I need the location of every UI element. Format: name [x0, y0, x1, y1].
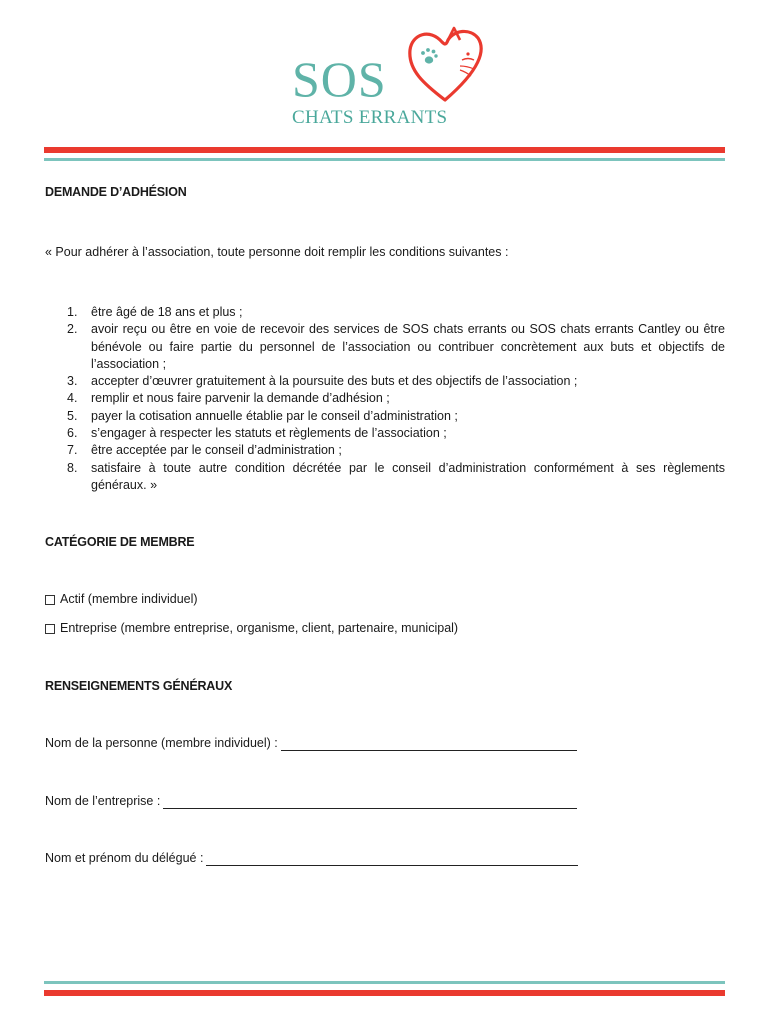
intro-text: « Pour adhérer à l’association, toute personne doit remplir les conditions suivantes :: [45, 245, 509, 259]
category-heading: CATÉGORIE DE MEMBRE: [45, 535, 195, 549]
category-option-entreprise[interactable]: [45, 621, 458, 636]
list-item: 5. payer la cotisation annuelle établie par le conseil d’administration ;: [67, 408, 458, 423]
list-item: 4. remplir et nous faire parvenir la demande d’adhésion ;: [67, 391, 390, 406]
list-item: 7. être acceptée par le conseil d’administration ;: [67, 443, 342, 458]
bottom-divider-red: [44, 990, 725, 996]
list-item: 3. accepter d’œuvrer gratuitement à la poursuite des buts et des objectifs de l’association ;: [67, 374, 578, 389]
list-item: 1. être âgé de 18 ans et plus ;: [67, 305, 243, 319]
person-name-input[interactable]: [281, 738, 577, 751]
checkbox-label: Entreprise (membre entreprise, organisme, client, partenaire, municipal): [60, 621, 459, 635]
checkbox-label: Actif (membre individuel): [60, 592, 198, 606]
company-name-input[interactable]: [163, 796, 577, 809]
field-company-name: [45, 794, 577, 809]
field-label: Nom et prénom du délégué :: [45, 851, 204, 865]
category-option-actif[interactable]: [45, 592, 198, 607]
field-label: Nom de la personne (membre individuel) :: [45, 736, 278, 750]
field-label: Nom de l’entreprise :: [45, 794, 161, 808]
delegate-name-input[interactable]: [206, 853, 578, 866]
logo-title: SOS: [292, 51, 387, 107]
top-divider-red: [44, 147, 725, 153]
field-person-name: [45, 736, 577, 751]
checkbox-icon[interactable]: [45, 624, 55, 634]
list-item: 8. satisfaire à toute autre condition décrétée par le conseil d’administration conformément à ses règlements généraux. »: [67, 460, 725, 492]
logo: [290, 26, 490, 130]
top-divider-teal: [44, 158, 725, 161]
logo-subtitle: CHATS ERRANTS: [292, 107, 448, 128]
heart-cat-paw-icon: [404, 26, 486, 104]
general-info-heading: RENSEIGNEMENTS GÉNÉRAUX: [45, 679, 233, 693]
requirements-list: [45, 304, 725, 494]
list-item: 2. avoir reçu ou être en voie de recevoir des services de SOS chats errants ou SOS chats errants Cantley ou être bénévole ou faire partie du personnel de l’association ou contribuer concrètement aux buts et objectifs de l’association ;: [67, 322, 725, 371]
bottom-divider-teal: [44, 981, 725, 984]
form-title: DEMANDE D’ADHÉSION: [45, 185, 187, 199]
checkbox-icon[interactable]: [45, 595, 55, 605]
list-item: 6. s’engager à respecter les statuts et règlements de l’association ;: [67, 426, 447, 441]
field-delegate-name: [45, 851, 578, 866]
